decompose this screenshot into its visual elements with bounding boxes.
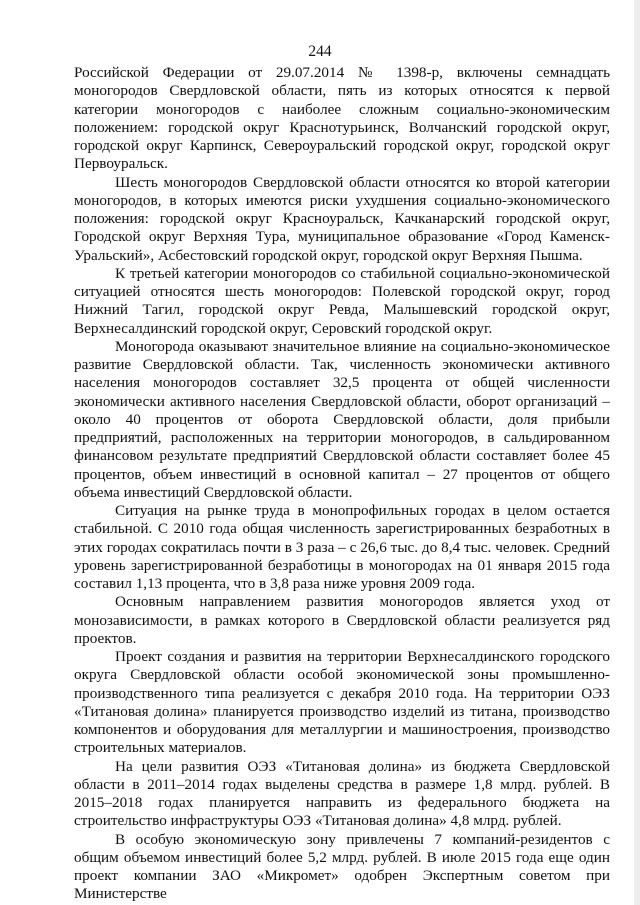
document-body <box>74 64 610 904</box>
paragraph-labor-market: Ситуация на рынке труда в монопрофильных городах в целом остается стабильной. С 2010 года общая численность зарегистрированных безработных в этих городах сократилась почти в 3 раза – с 26,6 тыс. до 8,4 тыс. человек. Средний уровень зарегистрированной безработицы в моногородах на 01 января 2015 года составил 1,13 процента, что в 3,8 раза ниже уровня 2009 года. <box>74 502 610 592</box>
paragraph-second-category: Шесть моногородов Свердловской области относятся ко второй категории моногородов, в которых имеются риски ухудшения социально-экономического положения: городской округ Красноуральск, Качканарский городской округ, Городской округ Верхняя Тура, муниципальное образование «Город Каменск-Уральский», Асбестовский городской округ, городской округ Верхняя Пышма. <box>74 173 610 264</box>
paragraph-sez-funding: На цели развития ОЭЗ «Титановая долина» из бюджета Свердловской области в 2011–2014 годах выделены средства в размере 1,8 млрд. рублей. В 2015–2018 годах планируется направить из федерального бюджета на строительство инфраструктуры ОЭЗ «Титановая долина» 4,8 млрд. рублей. <box>74 757 610 830</box>
paragraph-continuation: Российской Федерации от 29.07.2014 № 1398-р, включены семнадцать моногородов Свердловской области, пять из которых относятся к первой категории моногородов с наиболее сложным социально-экономическим положением: городской округ Краснотурьинск, Волчанский городской округ, городской округ Карпинск, Североуральский городской округ, городской округ Первоуральск. <box>74 64 610 173</box>
paragraph-sez-project: Проект создания и развития на территории Верхнесалдинского городского округа Свердловской области особой экономической зоны промышленно-производственного типа реализуется с декабря 2010 года. На территории ОЭЗ «Титановая долина» планируется производство изделий из титана, производство компонентов и оборудования для металлургии и машиностроения, производство строительных материалов. <box>74 648 610 757</box>
page-edge-shadow <box>634 0 640 905</box>
paragraph-third-category: К третьей категории моногородов со стабильной социально-экономической ситуацией относятся шесть моногородов: Полевской городской округ, город Нижний Тагил, городской округ Ревда, Малышевский городской округ, Верхнесалдинский городской округ, Серовский городской округ. <box>74 264 610 337</box>
paragraph-influence: Моногорода оказывают значительное влияние на социально-экономическое развитие Свердловской области. Так, численность экономически активного населения моногородов составляет 32,5 процента от общей численности экономически активного населения Свердловской области, оборот организаций – около 40 процентов от оборота Свердловской области, доля прибыли предприятий, расположенных на территории моногородов, в сальдированном финансовом результате предприятий Свердловской области составляет более 45 процентов, объем инвестиций в основной капитал – 27 процентов от общего объема инвестиций Свердловской области. <box>74 337 610 501</box>
paragraph-direction: Основным направлением развития моногородов является уход от монозависимости, в рамках которого в Свердловской области реализуется ряд проектов. <box>74 593 610 647</box>
page-number: 244 <box>308 43 332 60</box>
paragraph-residents: В особую экономическую зону привлечены 7 компаний-резидентов с общим объемом инвестиций более 5,2 млрд. рублей. В июле 2015 года еще один проект компании ЗАО «Микромет» одобрен Экспертным советом при Министерстве <box>74 830 610 903</box>
